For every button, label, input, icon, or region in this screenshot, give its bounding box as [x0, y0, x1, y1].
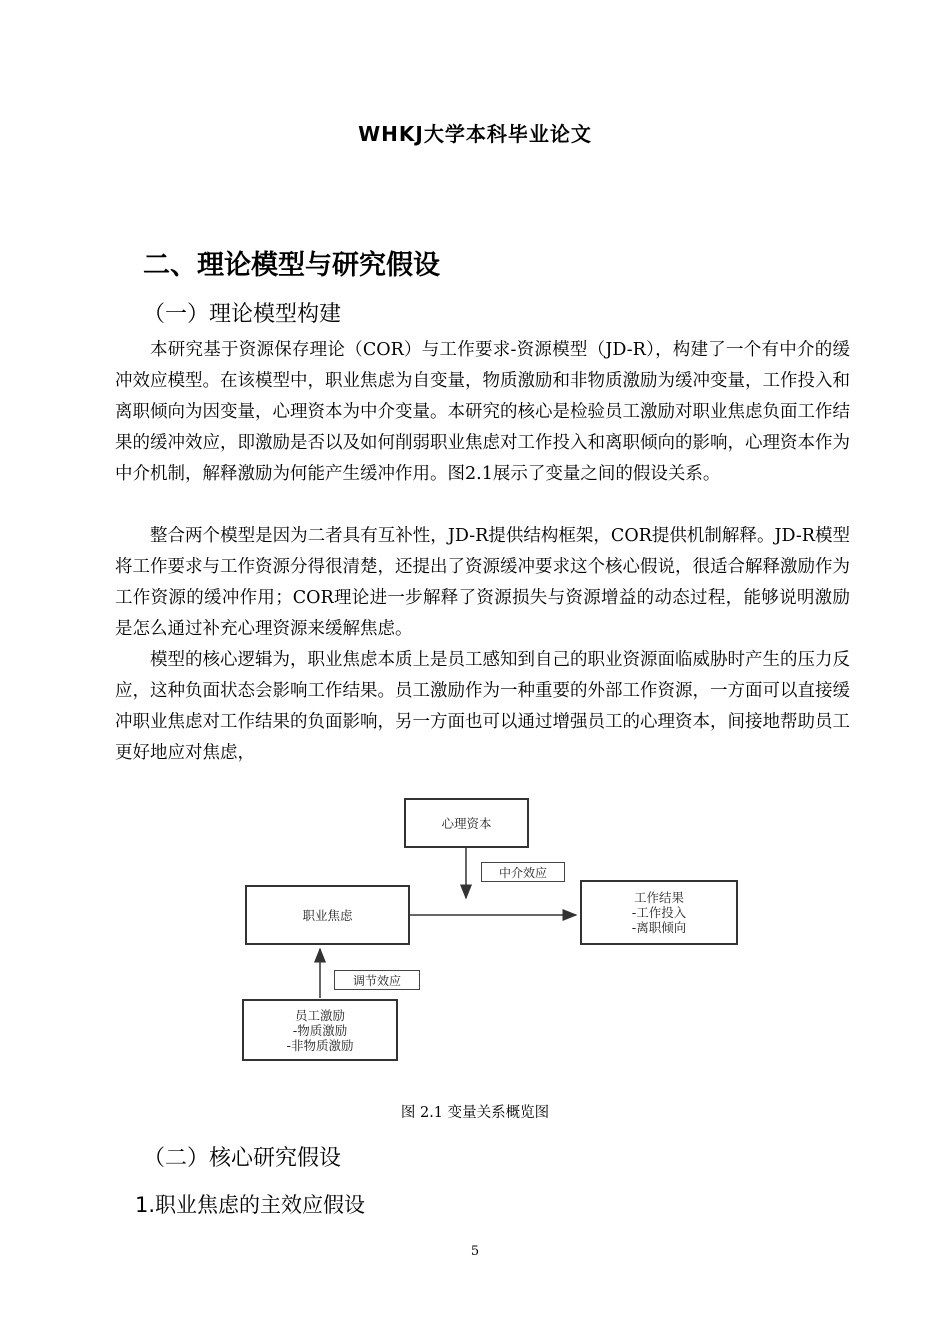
- subsection-title-model: （一）理论模型构建: [143, 302, 342, 327]
- box-employee-incentive: [242, 999, 398, 1061]
- subsection-title-hypotheses: （二）核心研究假设: [143, 1146, 342, 1171]
- subsubsection-title-main-effect: 1.职业焦虑的主效应假设: [135, 1193, 366, 1217]
- employee-incentive-item-nonmaterial: -非物质激励: [286, 1037, 354, 1053]
- paragraph-1: 本研究基于资源保存理论（COR）与工作要求-资源模型（JD-R），构建了一个有中介的缓冲效应模型。在该模型中，职业焦虑为自变量，物质激励和非物质激励为缓冲变量，工作投入和离职倾向为因变量，心理资本为中介变量。本研究的核心是检验员工激励对职业焦虑负面工作结果的缓冲效应，即激励是否以及如何削弱职业焦虑对工作投入和离职倾向的影响，心理资本作为中介机制，解释激励为何能产生缓冲作用。图2.1展示了变量之间的假设关系。: [115, 340, 850, 484]
- figure-caption: 图 2.1 变量关系概览图: [400, 1105, 550, 1121]
- employee-incentive-item-material: -物质激励: [292, 1022, 348, 1038]
- box-career-anxiety-label: 职业焦虑: [302, 907, 353, 923]
- box-psychological-capital-label: 心理资本: [441, 815, 492, 831]
- work-outcome-item-engagement: -工作投入: [631, 905, 687, 920]
- page-number: 5: [470, 1244, 480, 1259]
- running-header: WHKJ大学本科毕业论文: [358, 122, 592, 146]
- box-psychological-capital: [404, 798, 529, 848]
- work-outcome-item-turnover: -离职倾向: [631, 920, 687, 935]
- paragraph-3: 模型的核心逻辑为，职业焦虑本质上是员工感知到自己的职业资源面临威胁时产生的压力反应，这种负面状态会影响工作结果。员工激励作为一种重要的外部工作资源，一方面可以直接缓冲职业焦虑对工作结果的负面影响，另一方面也可以通过增强员工的心理资本，间接地帮助员工更好地应对焦虑，: [115, 650, 850, 763]
- box-career-anxiety: [245, 885, 410, 945]
- section-title: 二、理论模型与研究假设: [143, 250, 440, 281]
- work-outcome-title: 工作结果: [633, 890, 684, 905]
- label-mediation-effect: 中介效应: [481, 862, 565, 882]
- employee-incentive-title: 员工激励: [294, 1007, 345, 1023]
- box-work-outcome: [580, 880, 738, 945]
- paragraph-2: 整合两个模型是因为二者具有互补性，JD-R提供结构框架，COR提供机制解释。JD-R模型将工作要求与工作资源分得很清楚，还提出了资源缓冲要求这个核心假说，很适合解释激励作为工作资源的缓冲作用；COR理论进一步解释了资源损失与资源增益的动态过程，能够说明激励是怎么通过补充心理资源来缓解焦虑。: [115, 526, 850, 639]
- label-moderation-effect: 调节效应: [334, 970, 420, 990]
